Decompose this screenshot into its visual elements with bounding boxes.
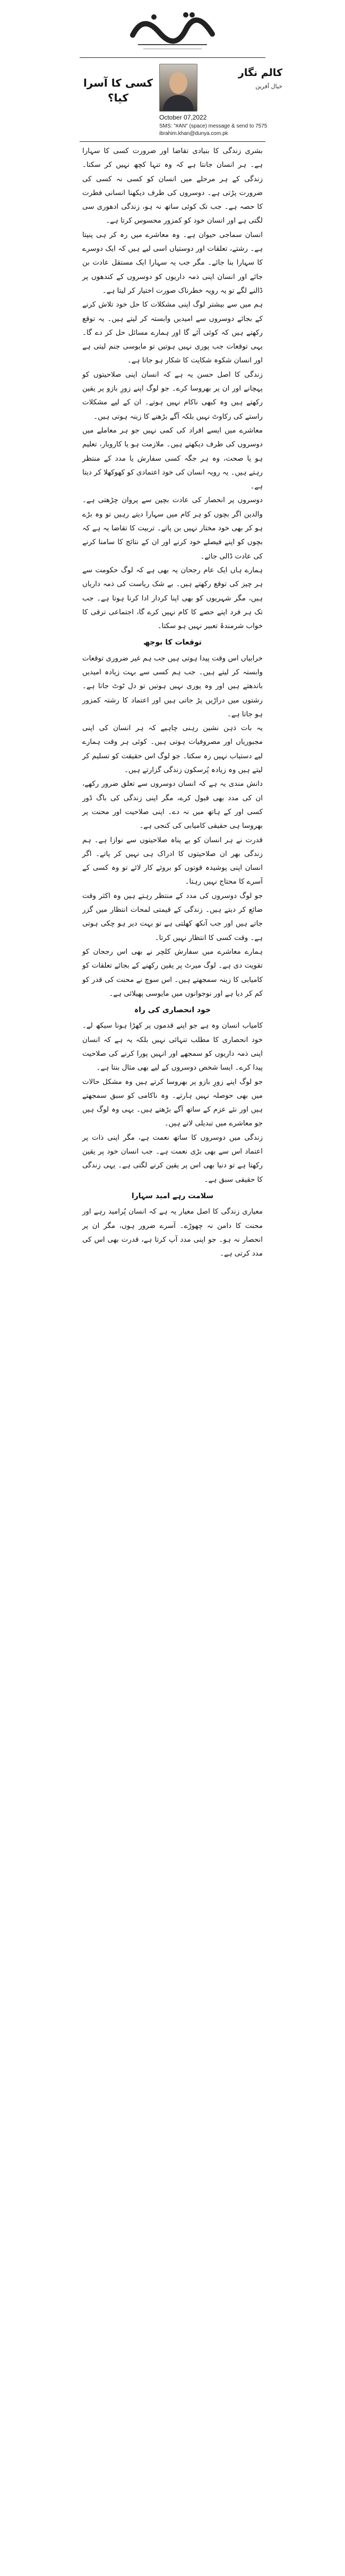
- paragraph: ہم میں سے بیشتر لوگ اپنی مشکلات کا حل خود تلاش کرنے کے بجائے دوسروں سے امیدیں وابستہ کر لیتے ہیں۔ یہ توقع رکھتے ہیں کہ کوئی آئے گا اور ہمارے مسائل حل کر دے گا۔ یہی توقعات جب پوری نہیں ہوتیں تو مایوسی جنم لیتی ہے اور انسان شکوہ شکایت کا شکار ہو جاتا ہے۔: [82, 301, 263, 365]
- author-suit: [163, 95, 194, 112]
- paragraph: معاشرے میں ایسے افراد کی کمی نہیں جو ہر معاملے میں دوسروں کی طرف دیکھتے ہیں۔ ملازمت ہو یا کاروبار، تعلیم ہو یا صحت، وہ ہر جگہ کسی سفارش یا مدد کے منتظر رہتے ہیں۔ یہ رویہ انسان کی خود اعتمادی کو کھوکھلا کر دیتا ہے۔: [82, 426, 263, 491]
- byline-divider: [80, 141, 265, 142]
- paragraph: معیاری زندگی کا اصل معیار یہ ہے کہ انسان پُرامید رہے اور محنت کا دامن نہ چھوڑے۔ آسرے ضرور ہوں، مگر ان پر انحصار نہ ہو۔ جو اپنی مدد آپ کرتا ہے، قدرت بھی اس کی مدد کرتی ہے۔: [82, 1208, 263, 1258]
- paragraph: قدرت نے ہر انسان کو بے پناہ صلاحیتوں سے نوازا ہے۔ ہم زندگی بھر ان صلاحیتوں کا ادراک ہی نہیں کر پاتے۔ اگر انسان اپنی پوشیدہ قوتوں کو بروئے کار لائے تو وہ کسی کے آسرے کا محتاج نہیں رہتا۔: [82, 836, 263, 886]
- author-subtitle: خیال آفرین: [255, 83, 282, 90]
- masthead: [0, 0, 345, 58]
- section-subheading: خود انحصاری کی راہ: [134, 1006, 211, 1015]
- paragraph: یہ بات ذہن نشین رہنی چاہیے کہ ہر انسان کی اپنی مجبوریاں اور مصروفیات ہوتی ہیں۔ کوئی ہر وقت ہمارے لیے دستیاب نہیں رہ سکتا۔ جو لوگ اس حقیقت کو تسلیم کر لیتے ہیں وہ زیادہ پُرسکون زندگی گزارتے ہیں۔: [82, 724, 263, 775]
- paragraph: خرابیاں اس وقت پیدا ہوتی ہیں جب ہم غیر ضروری توقعات وابستہ کر لیتے ہیں۔ جب ہم کسی سے بہت زیادہ امیدیں باندھتے ہیں اور وہ پوری نہیں ہوتیں تو دل ٹوٹ جاتا ہے۔ رشتوں میں دراڑیں پڑ جاتی ہیں اور اعتماد کا رشتہ کمزور ہو جاتا ہے۔: [82, 654, 263, 718]
- author-photo: [159, 64, 197, 112]
- paragraph: زندگی میں دوسروں کا ساتھ نعمت ہے، مگر اپنی ذات پر اعتماد اس سے بھی بڑی نعمت ہے۔ جب انسان خود پر یقین رکھتا ہے تو دنیا بھی اس پر یقین کرنے لگتی ہے۔ یہی زندگی کا حقیقی سبق ہے۔: [82, 1133, 263, 1184]
- paragraph: بشری زندگی کا بنیادی تقاضا اور ضرورت کسی کا سہارا ہے۔ ہر انسان جانتا ہے کہ وہ تنہا کچھ نہیں کر سکتا۔ زندگی کے ہر مرحلے میں انسان کو کسی نہ کسی کی ضرورت پڑتی ہے۔ دوسروں کی طرف دیکھنا انسانی فطرت کا حصہ ہے۔ جب تک کوئی ساتھ نہ ہو، زندگی ادھوری سی لگتی ہے اور انسان خود کو کمزور محسوس کرتا ہے۔: [82, 147, 263, 225]
- paragraph: کامیاب انسان وہ ہے جو اپنے قدموں پر کھڑا ہونا سیکھ لے۔ خود انحصاری کا مطلب تنہائی نہیں بلکہ یہ ہے کہ انسان اپنی ذمہ داریوں کو سمجھے اور انہیں پورا کرنے کی صلاحیت پیدا کرے۔ ایسا شخص دوسروں کے لیے بھی مثال بنتا ہے۔: [82, 1022, 263, 1072]
- paragraph: ہمارے معاشرے میں سفارش کلچر نے بھی اس رجحان کو تقویت دی ہے۔ لوگ میرٹ پر یقین رکھنے کے بجائے تعلقات کو کامیابی کا زینہ سمجھتے ہیں۔ اس سوچ نے محنت کی قدر کو کم کر دیا ہے اور نوجوانوں میں مایوسی پھیلائی ہے۔: [82, 947, 263, 998]
- verse-line: سلامت رہے امید سہارا: [131, 1191, 214, 1200]
- byline-block: [0, 60, 345, 139]
- publish-date: October 07,2022: [159, 114, 207, 121]
- article-body: [82, 145, 263, 1261]
- paragraph: ہمارے ہاں ایک عام رجحان یہ بھی ہے کہ لوگ حکومت سے ہر چیز کی توقع رکھتے ہیں۔ بے شک ریاست کی ذمہ داریاں ہیں، مگر شہریوں کو بھی اپنا کردار ادا کرنا ہوتا ہے۔ جب تک ہر فرد اپنے حصے کا کام نہیں کرے گا، اجتماعی ترقی کا خواب شرمندۂ تعبیر نہیں ہو سکتا۔: [82, 566, 263, 631]
- paragraph: انسان سماجی حیوان ہے۔ وہ معاشرے میں رہ کر ہی پنپتا ہے۔ رشتے، تعلقات اور دوستیاں اسی لیے ہیں کہ ایک دوسرے کا سہارا بنا جائے۔ مگر جب یہ سہارا ایک مستقل عادت بن جائے اور انسان اپنی ذمہ داریوں کو دوسروں کے کندھوں پر ڈالنے لگے تو یہ رویہ خطرناک صورت اختیار کر لیتا ہے۔: [82, 231, 263, 295]
- section-subheading: توقعات کا بوجھ: [143, 638, 202, 647]
- sms-instruction: SMS: "#AN" (space) message & send to 7575: [159, 123, 268, 129]
- header-divider: [80, 57, 265, 58]
- author-name: کالم نگار: [238, 67, 282, 79]
- newspaper-logo: [122, 3, 223, 54]
- paragraph: زندگی کا اصل حسن یہ ہے کہ انسان اپنی صلاحیتوں کو پہچانے اور ان پر بھروسا کرے۔ جو لوگ اپنے زورِ بازو پر یقین رکھتے ہیں وہ کبھی ناکام نہیں ہوتے۔ ان کے لیے مشکلات راستے کی رکاوٹ نہیں بلکہ آگے بڑھنے کا زینہ ہوتی ہیں۔: [82, 370, 263, 421]
- paragraph: دانش مندی یہ ہے کہ انسان دوسروں سے تعلق ضرور رکھے، ان کی مدد بھی قبول کرے، مگر اپنی زندگی کی باگ ڈور کسی اور کے ہاتھ میں نہ دے۔ اپنی صلاحیت اور محنت پر بھروسا ہی حقیقی کامیابی کی کنجی ہے۔: [82, 780, 263, 831]
- author-email[interactable]: ibrahim.khan@dunya.com.pk: [159, 131, 228, 137]
- paragraph: جو لوگ اپنے زورِ بازو پر بھروسا کرتے ہیں وہ مشکل حالات میں بھی حوصلہ نہیں ہارتے۔ وہ ناکامی کو سبق سمجھتے ہیں اور نئے عزم کے ساتھ آگے بڑھتے ہیں۔ یہی وہ لوگ ہیں جو معاشرے میں تبدیلی لاتے ہیں۔: [82, 1078, 263, 1128]
- paragraph: جو لوگ دوسروں کی مدد کے منتظر رہتے ہیں وہ اکثر وقت ضائع کر دیتے ہیں۔ زندگی کے قیمتی لمحات انتظار میں گزر جاتے ہیں اور جب آنکھ کھلتی ہے تو بہت دیر ہو چکی ہوتی ہے۔ وقت کسی کا انتظار نہیں کرتا۔: [82, 892, 263, 942]
- paragraph: دوسروں پر انحصار کی عادت بچپن سے پروان چڑھتی ہے۔ والدین اگر بچوں کو ہر کام میں سہارا دیتے رہیں تو وہ بڑے ہو کر بھی خود مختار نہیں بن پاتے۔ تربیت کا تقاضا یہ ہے کہ بچوں کو اپنے فیصلے خود کرنے اور ان کے نتائج کا سامنا کرنے کی عادت ڈالی جائے۔: [82, 496, 263, 561]
- author-face: [169, 72, 187, 94]
- column-headline: کسی کا آسرا کیا؟: [83, 77, 153, 104]
